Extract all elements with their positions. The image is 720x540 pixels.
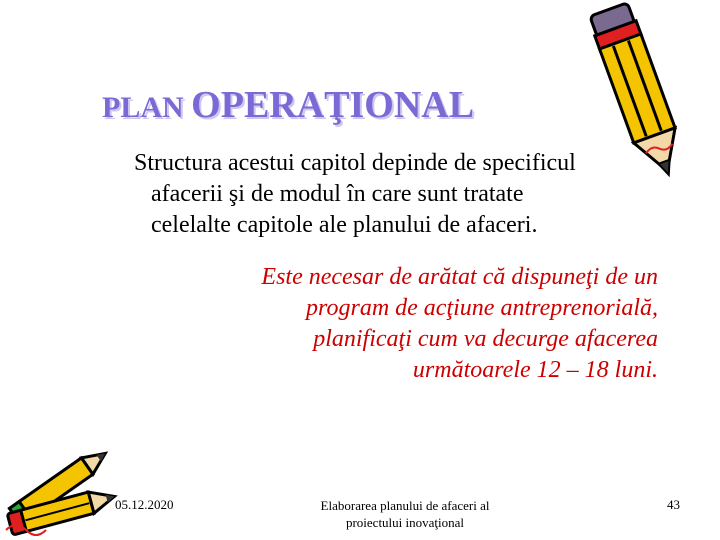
emphasis-line: următoarele 12 – 18 luni. [412, 357, 658, 383]
page-number: 43 [667, 497, 680, 512]
emphasis-line: Este necesar de arătat că dispuneţi de un [261, 264, 658, 290]
body-line: celelalte capitole ale planului de afaceri. [151, 212, 538, 238]
pencils-clipart-icon [0, 430, 125, 540]
body-line: Structura acestui capitol depinde de specificul [134, 150, 576, 176]
footer-title-line: Elaborarea planului de afaceri al [320, 498, 490, 513]
body-paragraph [134, 148, 674, 241]
page-title [102, 86, 474, 124]
title-part-operational: OPERAŢIONAL [191, 84, 475, 126]
emphasis-line: program de acţiune antreprenorială, [306, 295, 658, 321]
body-line: afacerii şi de modul în care sunt tratate [151, 181, 524, 207]
footer-title [300, 497, 510, 531]
emphasis-paragraph [98, 262, 658, 386]
emphasis-line: planificaţi cum va decurge afacerea [313, 326, 658, 352]
title-part-plan: PLAN [102, 91, 192, 124]
footer-title-line: proiectului inovaţional [345, 515, 465, 530]
footer-date: 05.12.2020 [115, 497, 174, 512]
